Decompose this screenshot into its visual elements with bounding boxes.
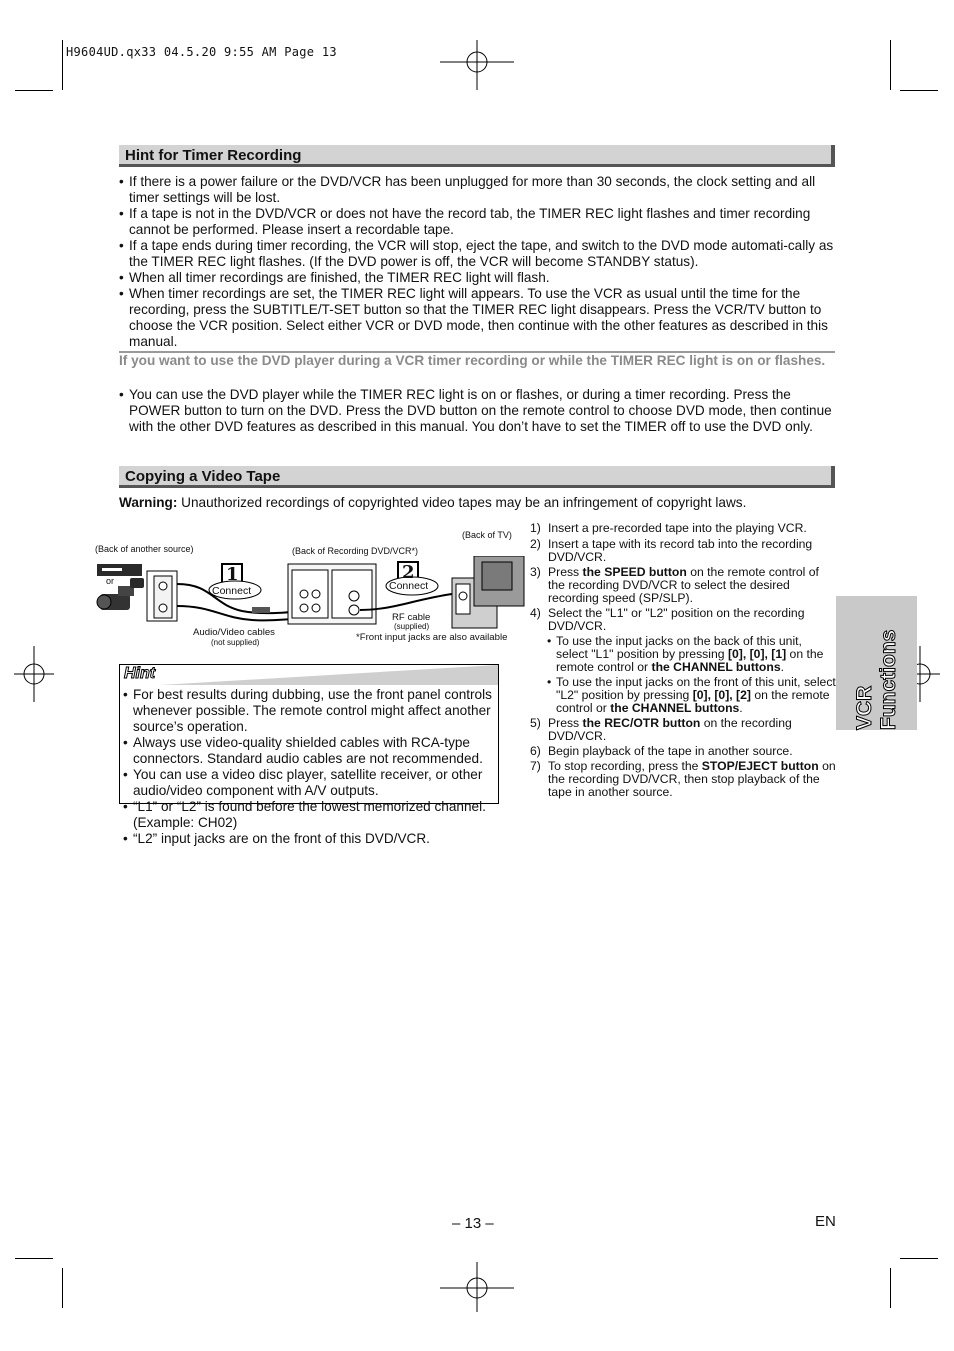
- front-jacks-note: *Front input jacks are also available: [356, 632, 508, 643]
- label-tv: (Back of TV): [462, 530, 512, 540]
- crop-mark: [890, 1268, 891, 1308]
- list-item: • You can use the DVD player while the TIMER REC light is on or flashes, or during a timer recording. Press the POWER button to turn on the DVD. Press the DVD button on the remote control to choose DVD mode, then continue with the other DVD features as described in this manual. You don’t have to set the TIMER off to use the DVD only.: [119, 387, 835, 435]
- copy-steps: [530, 522, 836, 799]
- step-4-back-jacks: • To use the input jacks on the back of this unit, select "L1" position by pressing [0], [0], [1] on the remote control or the CHANNEL buttons.: [530, 635, 836, 674]
- list-item: • “L2” input jacks are on the front of this DVD/VCR.: [123, 831, 493, 847]
- dvd-use-list: [119, 387, 835, 435]
- copyright-warning: [119, 495, 835, 510]
- crop-mark: [15, 90, 53, 91]
- list-item: • If a tape is not in the DVD/VCR or does not have the record tab, the TIMER REC light flashes and timer recording cannot be performed. Please insert a recordable tape.: [119, 206, 835, 238]
- crop-mark: [900, 1258, 938, 1259]
- crop-mark: [62, 1268, 63, 1308]
- step-6: 6) Begin playback of the tape in another source.: [530, 744, 793, 758]
- hint-title: Hint: [124, 665, 156, 682]
- source-vcr-icon: [97, 564, 142, 576]
- step-7: 7) To stop recording, press the STOP/EJECT button on the recording DVD/VCR, then stop playback of the tape in another source.: [530, 759, 836, 799]
- crop-mark: [890, 40, 891, 90]
- section-title: Copying a Video Tape: [125, 468, 281, 485]
- hint-box: [119, 664, 499, 846]
- label-recording-unit: (Back of Recording DVD/VCR*): [292, 546, 419, 556]
- side-tab-label: VCR Functions: [852, 629, 900, 730]
- connection-diagram: [92, 556, 527, 631]
- label-av-cables: Audio/Video cables: [193, 627, 275, 638]
- label-not-supplied: (not supplied): [211, 638, 260, 647]
- step-4-front-jacks: • To use the input jacks on the front of this unit, select "L2" position by pressing [0], [0], [2] on the remote control or the CHANNEL buttons.: [530, 676, 836, 715]
- print-header: H9604UD.qx33 04.5.20 9:55 AM Page 13: [66, 45, 337, 59]
- dvd-use-note: If you want to use the DVD player during a VCR timer recording or while the TIMER REC light is on or flashes.: [119, 353, 826, 368]
- step-4: 4) Select the "L1" or "L2" position on the recording DVD/VCR.: [530, 606, 805, 633]
- hint-list: [123, 687, 493, 847]
- source-back-panel-icon: [147, 571, 177, 621]
- step-3: 3) Press the SPEED button on the remote control of the recording DVD/VCR to select the desired recording speed (SP/SLP).: [530, 565, 819, 605]
- step-1: 1) Insert a pre-recorded tape into the playing VCR.: [530, 521, 807, 535]
- section-header-timer: [119, 145, 835, 167]
- list-item: • “L1” or “L2” is found before the lowest memorized channel. (Example: CH02): [123, 799, 493, 831]
- label-or: or: [106, 576, 115, 586]
- list-item: • For best results during dubbing, use the front panel controls whenever possible. The remote control might affect another source’s operation.: [123, 687, 493, 735]
- label-another-source: (Back of another source): [95, 544, 194, 554]
- list-item: • When all timer recordings are finished, the TIMER REC light will flash.: [119, 270, 835, 286]
- hint-header-bar: [120, 665, 498, 685]
- camcorder-icon: [97, 578, 144, 610]
- warning-label: Warning:: [119, 495, 178, 510]
- list-item: • When timer recordings are set, the TIMER REC light will appears. To use the VCR as usual until the time for the recording, press the SUBTITLE/T-SET button so that the TIMER REC light disappears. Press the VCR/TV button to choose the VCR position. Select either VCR or DVD mode, then continue with the other features as described in this manual.: [119, 286, 835, 350]
- connect-label-1: Connect: [212, 585, 252, 597]
- registration-mark: [14, 646, 54, 702]
- list-item: • Always use video-quality shielded cables with RCA-type connectors. Standard audio cables are not recommended.: [123, 735, 493, 767]
- list-item: • If a tape ends during timer recording, the VCR will stop, eject the tape, and switch to the DVD mode automati-cally as the TIMER REC light flashes. (If the DVD power is off, the VCR will become STANDBY status).: [119, 238, 835, 270]
- crop-mark: [62, 40, 63, 90]
- step-1-number: 1: [226, 564, 239, 585]
- recording-unit-back-panel-icon: [288, 564, 376, 624]
- section-header-copy: [119, 466, 835, 488]
- page-number: – 13 –: [452, 1215, 494, 1232]
- side-tab: [836, 596, 917, 730]
- registration-mark: [440, 1262, 514, 1312]
- warning-text: Unauthorized recordings of copyrighted video tapes may be an infringement of copyright laws.: [177, 495, 747, 510]
- step-2-number: 2: [402, 562, 415, 583]
- section-title: Hint for Timer Recording: [125, 147, 302, 164]
- step-2: 2) Insert a tape with its record tab into the recording DVD/VCR.: [530, 537, 813, 564]
- crop-mark: [15, 1258, 53, 1259]
- tv-icon: [452, 556, 524, 628]
- label-rf-cable: RF cable: [392, 612, 431, 623]
- list-item: • If there is a power failure or the DVD/VCR has been unplugged for more than 30 seconds, the clock setting and all timer settings will be lost.: [119, 174, 835, 206]
- list-item: • You can use a video disc player, satellite receiver, or other audio/video component with A/V outputs.: [123, 767, 493, 799]
- connect-label-2: Connect: [389, 580, 429, 592]
- step-5: 5) Press the REC/OTR button on the recording DVD/VCR.: [530, 716, 792, 743]
- crop-mark: [900, 90, 938, 91]
- language-label: EN: [815, 1213, 836, 1230]
- registration-mark: [440, 40, 514, 90]
- label-supplied: (supplied): [394, 622, 430, 631]
- timer-hint-list: [119, 174, 835, 350]
